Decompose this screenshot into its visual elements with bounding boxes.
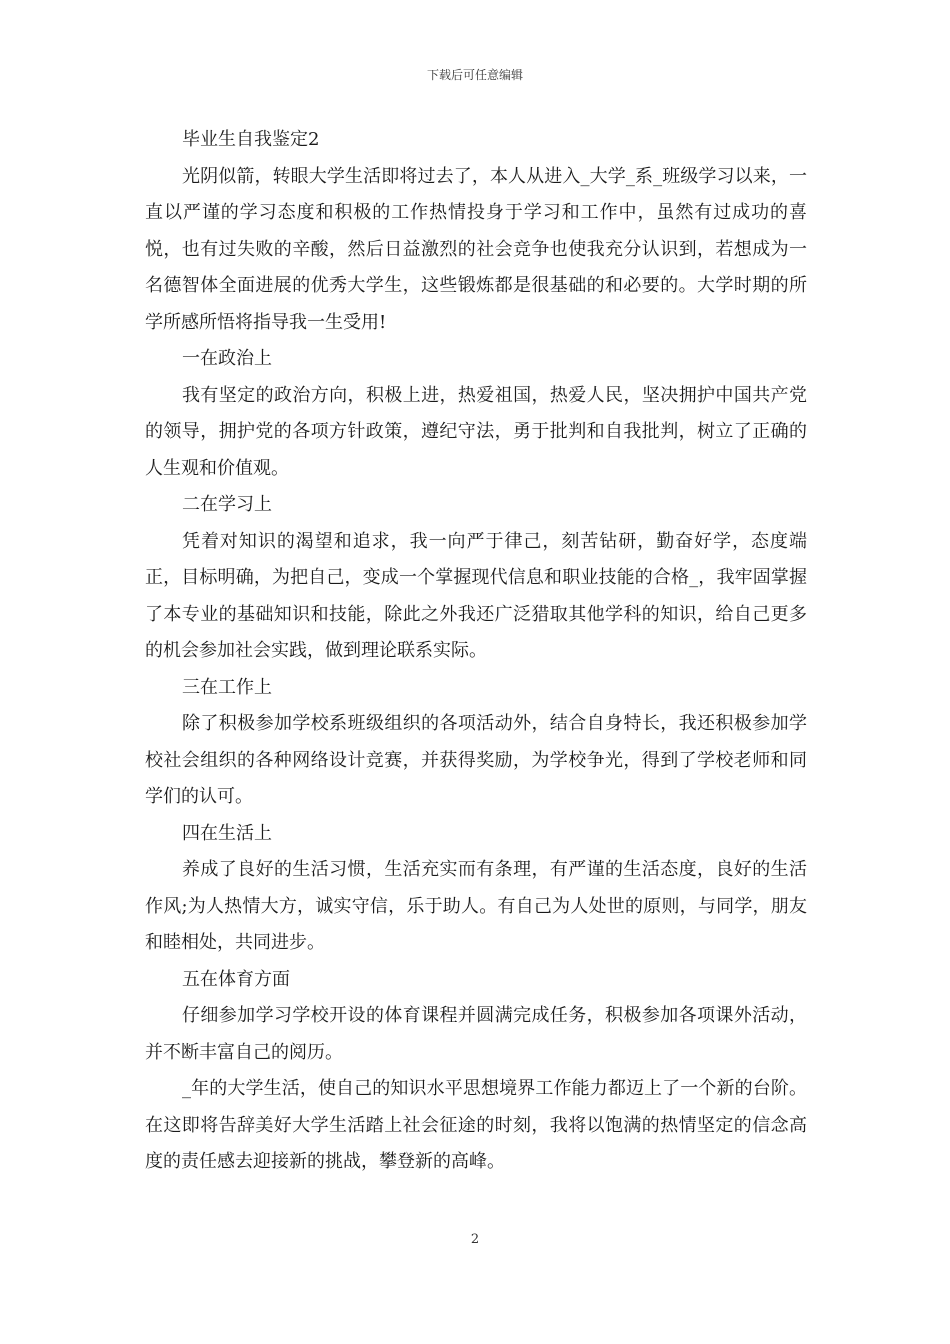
section-heading-life: 四在生活上: [182, 822, 272, 844]
section-body-sports: 仔细参加学习学校开设的体育课程并圆满完成任务，积极参加各项课外活动，并不断丰富自己的阅历。: [145, 1005, 807, 1063]
section-body-life: 养成了良好的生活习惯，生活充实而有条理，有严谨的生活态度，良好的生活作风;为人热情大方，诚实守信，乐于助人。有自己为人处世的原则，与同学，朋友和睦相处，共同进步。: [145, 859, 807, 953]
page-header: 下载后可任意编辑: [426, 68, 523, 82]
section-heading-politics: 一在政治上: [182, 348, 272, 369]
document-body: [145, 122, 807, 1181]
section-heading-work: 三在工作上: [182, 676, 272, 698]
section-body-work: 除了积极参加学校系班级组织的各项活动外，结合自身特长，我还积极参加学校社会组织的各种网络设计竞赛，并获得奖励，为学校争光，得到了学校老师和同学们的认可。: [145, 713, 807, 807]
intro-paragraph: 光阴似箭，转眼大学生活即将过去了，本人从进入_大学_系_班级学习以来，一直以严谨的学习态度和积极的工作热情投身于学习和工作中，虽然有过成功的喜悦，也有过失败的辛酸，然后日益激烈的社会竞争也使我充分认识到，若想成为一名德智体全面进展的优秀大学生，这些锻炼都是很基础的和必要的。大学时期的所学所感所悟将指导我一生受用!: [145, 165, 807, 333]
document-title: 毕业生自我鉴定2: [182, 129, 320, 150]
section-heading-study: 二在学习上: [182, 494, 272, 515]
section-body-study: 凭着对知识的渴望和追求，我一向严于律己，刻苦钻研，勤奋好学，态度端正，目标明确，为把自己，变成一个掌握现代信息和职业技能的合格_，我牢固掌握了本专业的基础知识和技能，除此之外我还广泛猎取其他学科的知识，给自己更多的机会参加社会实践，做到理论联系实际。: [145, 530, 807, 661]
conclusion-paragraph: _年的大学生活，使自己的知识水平思想境界工作能力都迈上了一个新的台阶。在这即将告辞美好大学生活踏上社会征途的时刻，我将以饱满的热情坚定的信念高度的责任感去迎接新的挑战，攀登新的高峰。: [145, 1078, 807, 1172]
page-number: 2: [470, 1232, 480, 1247]
section-body-politics: 我有坚定的政治方向，积极上进，热爱祖国，热爱人民，坚决拥护中国共产党的领导，拥护党的各项方针政策，遵纪守法，勇于批判和自我批判，树立了正确的人生观和价值观。: [145, 384, 807, 479]
section-heading-sports: 五在体育方面: [182, 968, 290, 990]
